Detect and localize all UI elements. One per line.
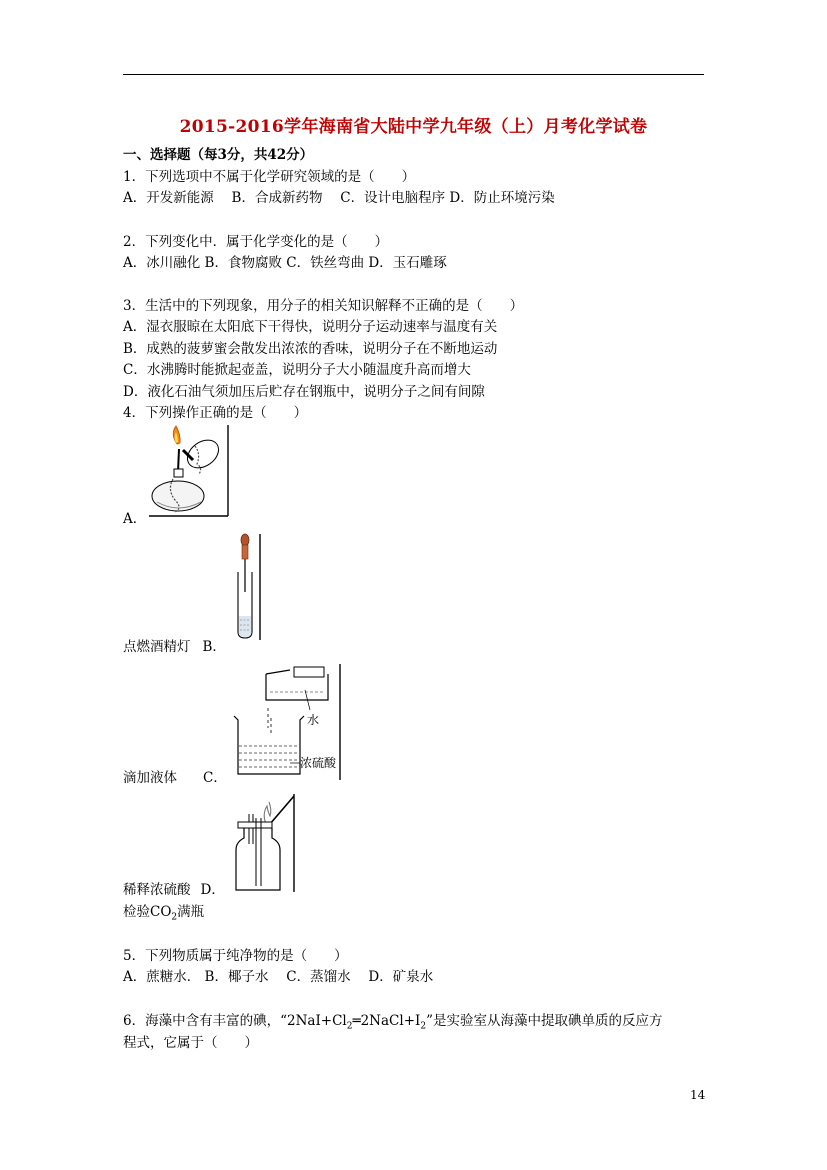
acid-label: 浓硫酸	[300, 756, 337, 770]
q4-stem: 4．下列操作正确的是（ ）	[123, 405, 308, 421]
q1-options: A．开发新能源 B．合成新药物 C．设计电脑程序 D．防止环境污染	[123, 190, 555, 206]
q2-stem: 2．下列变化中．属于化学变化的是（ ）	[123, 234, 389, 250]
page-number: 14	[690, 1088, 706, 1102]
caption-d-prefix: 检验	[123, 904, 150, 920]
dilute-sulfuric-acid-figure	[230, 662, 344, 782]
caption-d-co: CO	[150, 904, 172, 920]
q2-options: A．冰川融化 B．食物腐败 C．铁丝弯曲 D．玉石雕琢	[123, 255, 447, 271]
caption-d-suffix: 满瓶	[177, 904, 205, 920]
header-rule	[123, 74, 704, 75]
caption-c-text: 稀释浓硫酸	[123, 882, 191, 898]
q6-suffix: ”是实验室从海藻中提取碘单质的反应方	[426, 1013, 663, 1029]
q3-option-c: C．水沸腾时能掀起壶盖，说明分子大小随温度升高而增大	[123, 362, 471, 378]
q6-stem-line2: 程式，它属于（ ）	[123, 1035, 258, 1051]
page-title: 2015-2016学年海南省大陆中学九年级（上）月考化学试卷	[179, 117, 648, 137]
q3-option-a: A．湿衣服晾在太阳底下干得快，说明分子运动速率与温度有关	[123, 319, 498, 335]
section-heading: 一、选择题（每3分，共42分）	[123, 147, 314, 163]
q4-option-c-label: C．	[203, 770, 227, 786]
q1-stem: 1．下列选项中不属于化学研究领域的是（ ）	[123, 169, 416, 185]
co2-test-bottle-figure	[232, 792, 298, 894]
q4-caption-c	[123, 881, 225, 899]
q6-stem	[123, 1012, 662, 1036]
q4-option-d-label: D．	[200, 882, 225, 898]
caption-a-text: 点燃酒精灯	[123, 639, 191, 655]
q6-mid: ═2NaCl+I	[352, 1013, 421, 1029]
q4-option-b-label: B．	[202, 639, 226, 655]
q6-sub2: 2	[420, 1021, 427, 1032]
q6-prefix: 6．海藻中含有丰富的碘，“2NaI+Cl	[123, 1013, 347, 1029]
q4-option-a-label: A．	[123, 511, 147, 527]
q3-option-b: B．成熟的菠萝蜜会散发出浓浓的香味，说明分子在不断地运动	[123, 341, 498, 357]
q4-caption-a	[123, 638, 226, 656]
q6-sub1: 2	[346, 1021, 353, 1032]
alcohol-lamp-lighting-figure	[145, 424, 231, 518]
caption-b-text: 滴加液体	[123, 770, 177, 786]
q4-caption-b	[123, 769, 227, 787]
q3-option-d: D．液化石油气须加压后贮存在钢瓶中，说明分子之间有间隙	[123, 384, 485, 400]
q5-stem: 5．下列物质属于纯净物的是（ ）	[123, 948, 348, 964]
q3-stem: 3．生活中的下列现象，用分子的相关知识解释不正确的是（ ）	[123, 298, 524, 314]
caption-d-sub: 2	[171, 912, 178, 923]
q4-caption-d	[123, 903, 204, 927]
dropper-test-tube-figure	[230, 532, 264, 642]
water-label: 水	[307, 713, 320, 727]
q5-options: A．蔗糖水． B．椰子水 C．蒸馏水 D．矿泉水	[123, 969, 434, 985]
